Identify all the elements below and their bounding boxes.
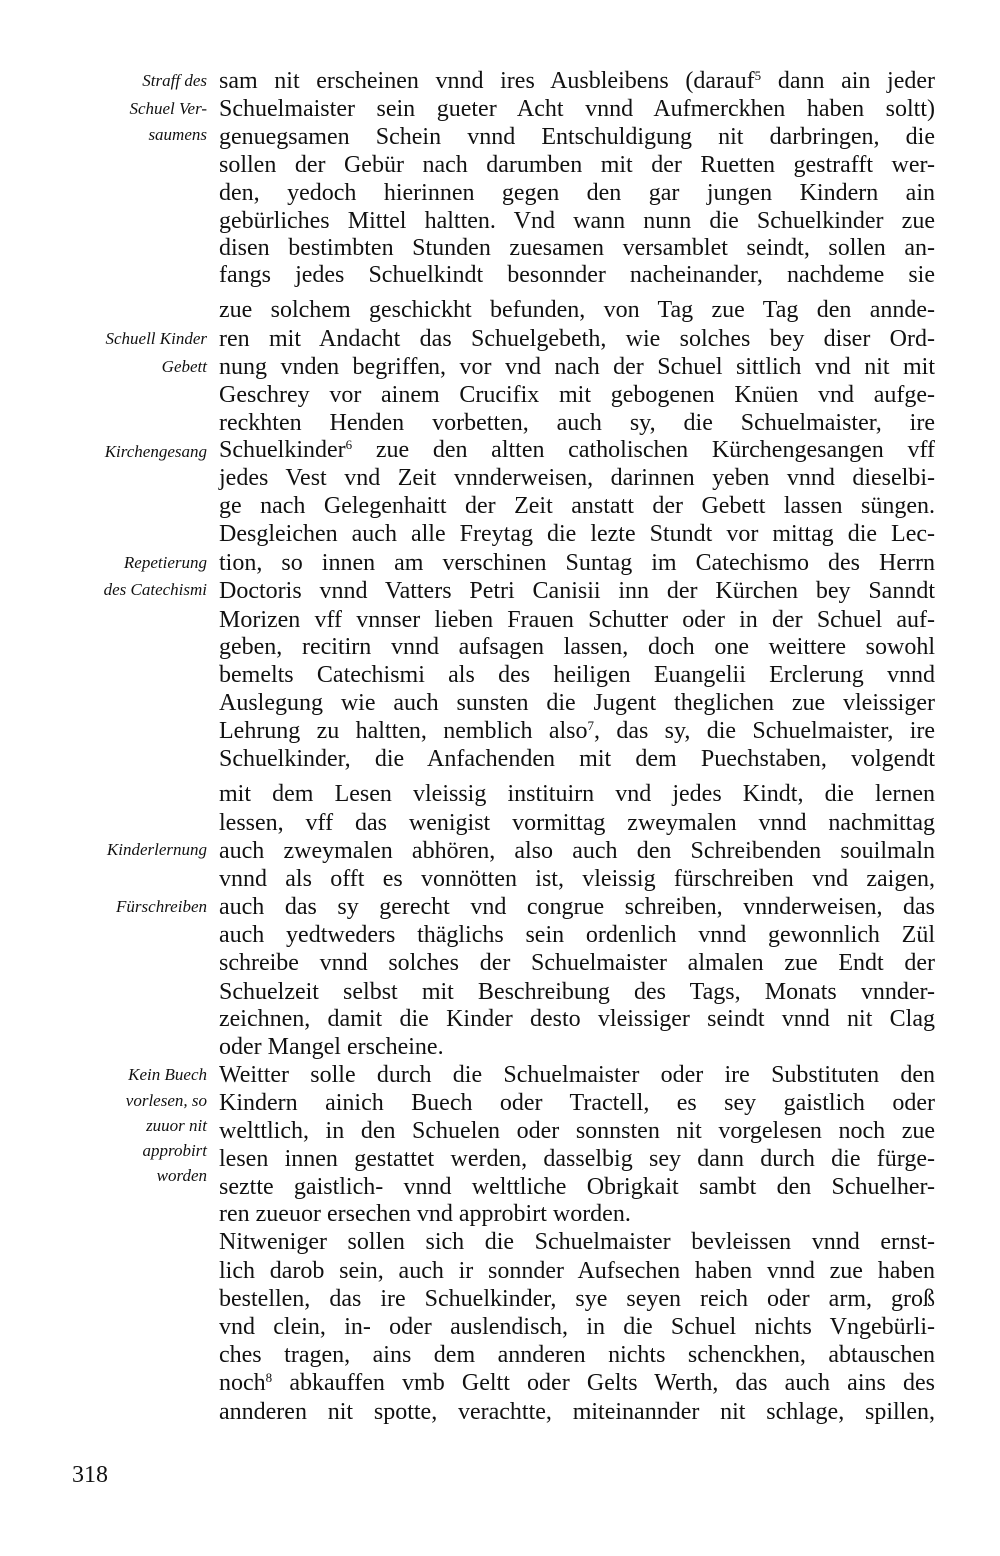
text-line: Weitter solle durch die Schuelmaister oder ire Substituten den: [219, 1062, 935, 1088]
text-line: geben, recitirn vnnd aufsagen lassen, doch one weittere sowohl: [219, 634, 935, 660]
text-line: ge nach Gelegenhaitt der Zeit anstatt der Gebett lassen süngen.: [219, 493, 935, 519]
margin-note: zuuor nit: [146, 1116, 207, 1135]
text-line: bestellen, das ire Schuelkinder, sye seyen reich oder arm, groß: [219, 1286, 935, 1312]
footnote-ref: 8: [265, 1370, 273, 1385]
text-line: Lehrung zu haltten, nemblich also$^7$, das sy, die Schuelmaister, ire: [219, 718, 936, 744]
margin-note: Straff des: [142, 71, 207, 90]
text-line: seztte gaistlich- vnnd welttliche Obrigkait sambt den Schuelher-: [219, 1174, 935, 1200]
text-line: welttlich, in den Schuelen oder sonnsten nit vorgelesen noch zue: [219, 1118, 935, 1144]
text-line: Auslegung wie auch sunsten die Jugent theglichen zue vleissiger: [219, 690, 935, 716]
footnote-ref: 6: [345, 437, 353, 452]
text-line: Doctoris vnnd Vatters Petri Canisii inn der Kürchen bey Sanndt: [219, 578, 935, 604]
margin-note: vorlesen, so: [125, 1091, 207, 1110]
text-line: vnd clein, in- oder auslendisch, in die Schuel nichts Vngebürli-: [219, 1314, 935, 1340]
text-line: nung vnden begriffen, vor vnd nach der Schuel sittlich vnd nit mit: [219, 354, 935, 380]
text-line: den, yedoch hierinnen gegen den gar jungen Kindern ain: [219, 180, 935, 206]
text-line: mit dem Lesen vleissig instituirn vnd jedes Kindt, die lernen: [219, 781, 935, 807]
text-line: zue solchem geschickht befunden, von Tag zue Tag den annde-: [219, 297, 935, 323]
text-line: jedes Vest vnd Zeit vnnderweisen, darinnen yeben vnnd dieselbi-: [219, 465, 935, 491]
text-line: disen bestimbten Stunden zuesamen versamblet seindt, sollen an-: [219, 235, 935, 261]
margin-note: Repetierung: [123, 553, 207, 572]
text-line: ren mit Andacht das Schuelgebeth, wie solches bey diser Ord-: [219, 326, 935, 352]
text-line: Schuelkinder$^6$ zue den altten catholischen Kürchengesangen vff: [219, 437, 936, 463]
text-line: Schuelzeit selbst mit Beschreibung des Tags, Monats vnnder-: [219, 979, 935, 1005]
margin-note: worden: [156, 1166, 207, 1185]
text-line: Desgleichen auch alle Freytag die lezte Stundt vor mittag die Lec-: [219, 521, 935, 547]
text-line: ches tragen, ains dem annderen nichts schenckhen, abtauschen: [219, 1342, 935, 1368]
text-line: auch yedtweders thäglichs sein ordenlich vnnd gewonnlich Zül: [219, 922, 935, 948]
text-line: sollen der Gebür nach darumben mit der Ruetten gestrafft wer-: [219, 152, 935, 178]
text-line: auch das sy gerecht vnd congrue schreiben, vnnderweisen, das: [219, 894, 935, 920]
text-line: schreibe vnnd solches der Schuelmaister almalen zue Endt der: [219, 950, 935, 976]
page-number: 318: [72, 1462, 108, 1488]
text-line: Geschrey vor ainem Crucifix mit gebogenen Knüen vnd aufge-: [219, 382, 935, 408]
text-line: annderen nit spotte, verachtte, miteinannder nit schlage, spillen,: [219, 1399, 935, 1425]
text-line: gebürliches Mittel haltten. Vnd wann nunn die Schuelkinder zue: [219, 208, 935, 234]
footnote-ref: 5: [754, 68, 762, 83]
margin-note: Kinderlernung: [106, 840, 207, 859]
text-line: lich darob sein, auch ir sonnder Aufsechen haben vnnd zue haben: [219, 1258, 935, 1284]
text-line: Kindern ainich Buech oder Tractell, es sey gaistlich oder: [219, 1090, 935, 1116]
text-line: Schuelmaister sein gueter Acht vnnd Aufmerckhen haben soltt): [219, 96, 935, 122]
text-line: auch zweymalen abhören, also auch den Schreibenden souilmaln: [219, 838, 935, 864]
text-line: tion, so innen am verschinen Suntag im Catechismo des Herrn: [219, 550, 935, 576]
margin-note: Gebett: [161, 357, 207, 376]
margin-note: Kirchengesang: [104, 442, 207, 461]
text-line: ren zueuor ersechen vnd approbirt worden.: [219, 1201, 631, 1227]
text-line: lesen innen gestattet werden, dasselbig sey dann durch die fürge-: [219, 1146, 935, 1172]
margin-note: Schuel Ver-: [129, 99, 207, 118]
margin-note: Fürschreiben: [116, 897, 207, 916]
text-line: genuegsamen Schein vnnd Entschuldigung nit darbringen, die: [219, 124, 935, 150]
text-line: noch$^8$ abkauffen vmb Geltt oder Gelts Werth, das auch ains des: [219, 1370, 936, 1396]
text-line: bemelts Catechismi als des heiligen Euangelii Erclerung vnnd: [219, 662, 935, 688]
text-line: zeichnen, damit die Kinder desto vleissiger seindt vnnd nit Clag: [219, 1006, 935, 1032]
margin-note: Schuell Kinder: [105, 329, 207, 348]
margin-note: des Catechismi: [103, 580, 207, 599]
footnote-ref: 7: [587, 718, 595, 733]
text-line: vnnd als offt es vonnötten ist, vleissig fürschreiben vnd zaigen,: [219, 866, 935, 892]
text-line: oder Mangel erscheine.: [219, 1034, 444, 1060]
margin-note: saumens: [148, 125, 207, 144]
text-line: sam nit erscheinen vnnd ires Ausbleibens (darauf$^5$ dann ain jeder: [219, 68, 936, 94]
text-line: Schuelkinder, die Anfachenden mit dem Puechstaben, volgendt: [219, 746, 935, 772]
text-line: reckhten Henden vorbetten, auch sy, die Schuelmaister, ire: [219, 410, 935, 436]
margin-note: Kein Buech: [128, 1065, 207, 1084]
text-line: Morizen vff vnnser lieben Frauen Schutter oder in der Schuel auf-: [219, 607, 935, 633]
text-line: fangs jedes Schuelkindt besonnder nacheinander, nachdeme sie: [219, 262, 935, 288]
text-line: lessen, vff das wenigist vormittag zweymalen vnnd nachmittag: [219, 810, 935, 836]
text-line: Nitweniger sollen sich die Schuelmaister bevleissen vnnd ernst-: [219, 1229, 935, 1255]
margin-note: approbirt: [142, 1141, 207, 1160]
